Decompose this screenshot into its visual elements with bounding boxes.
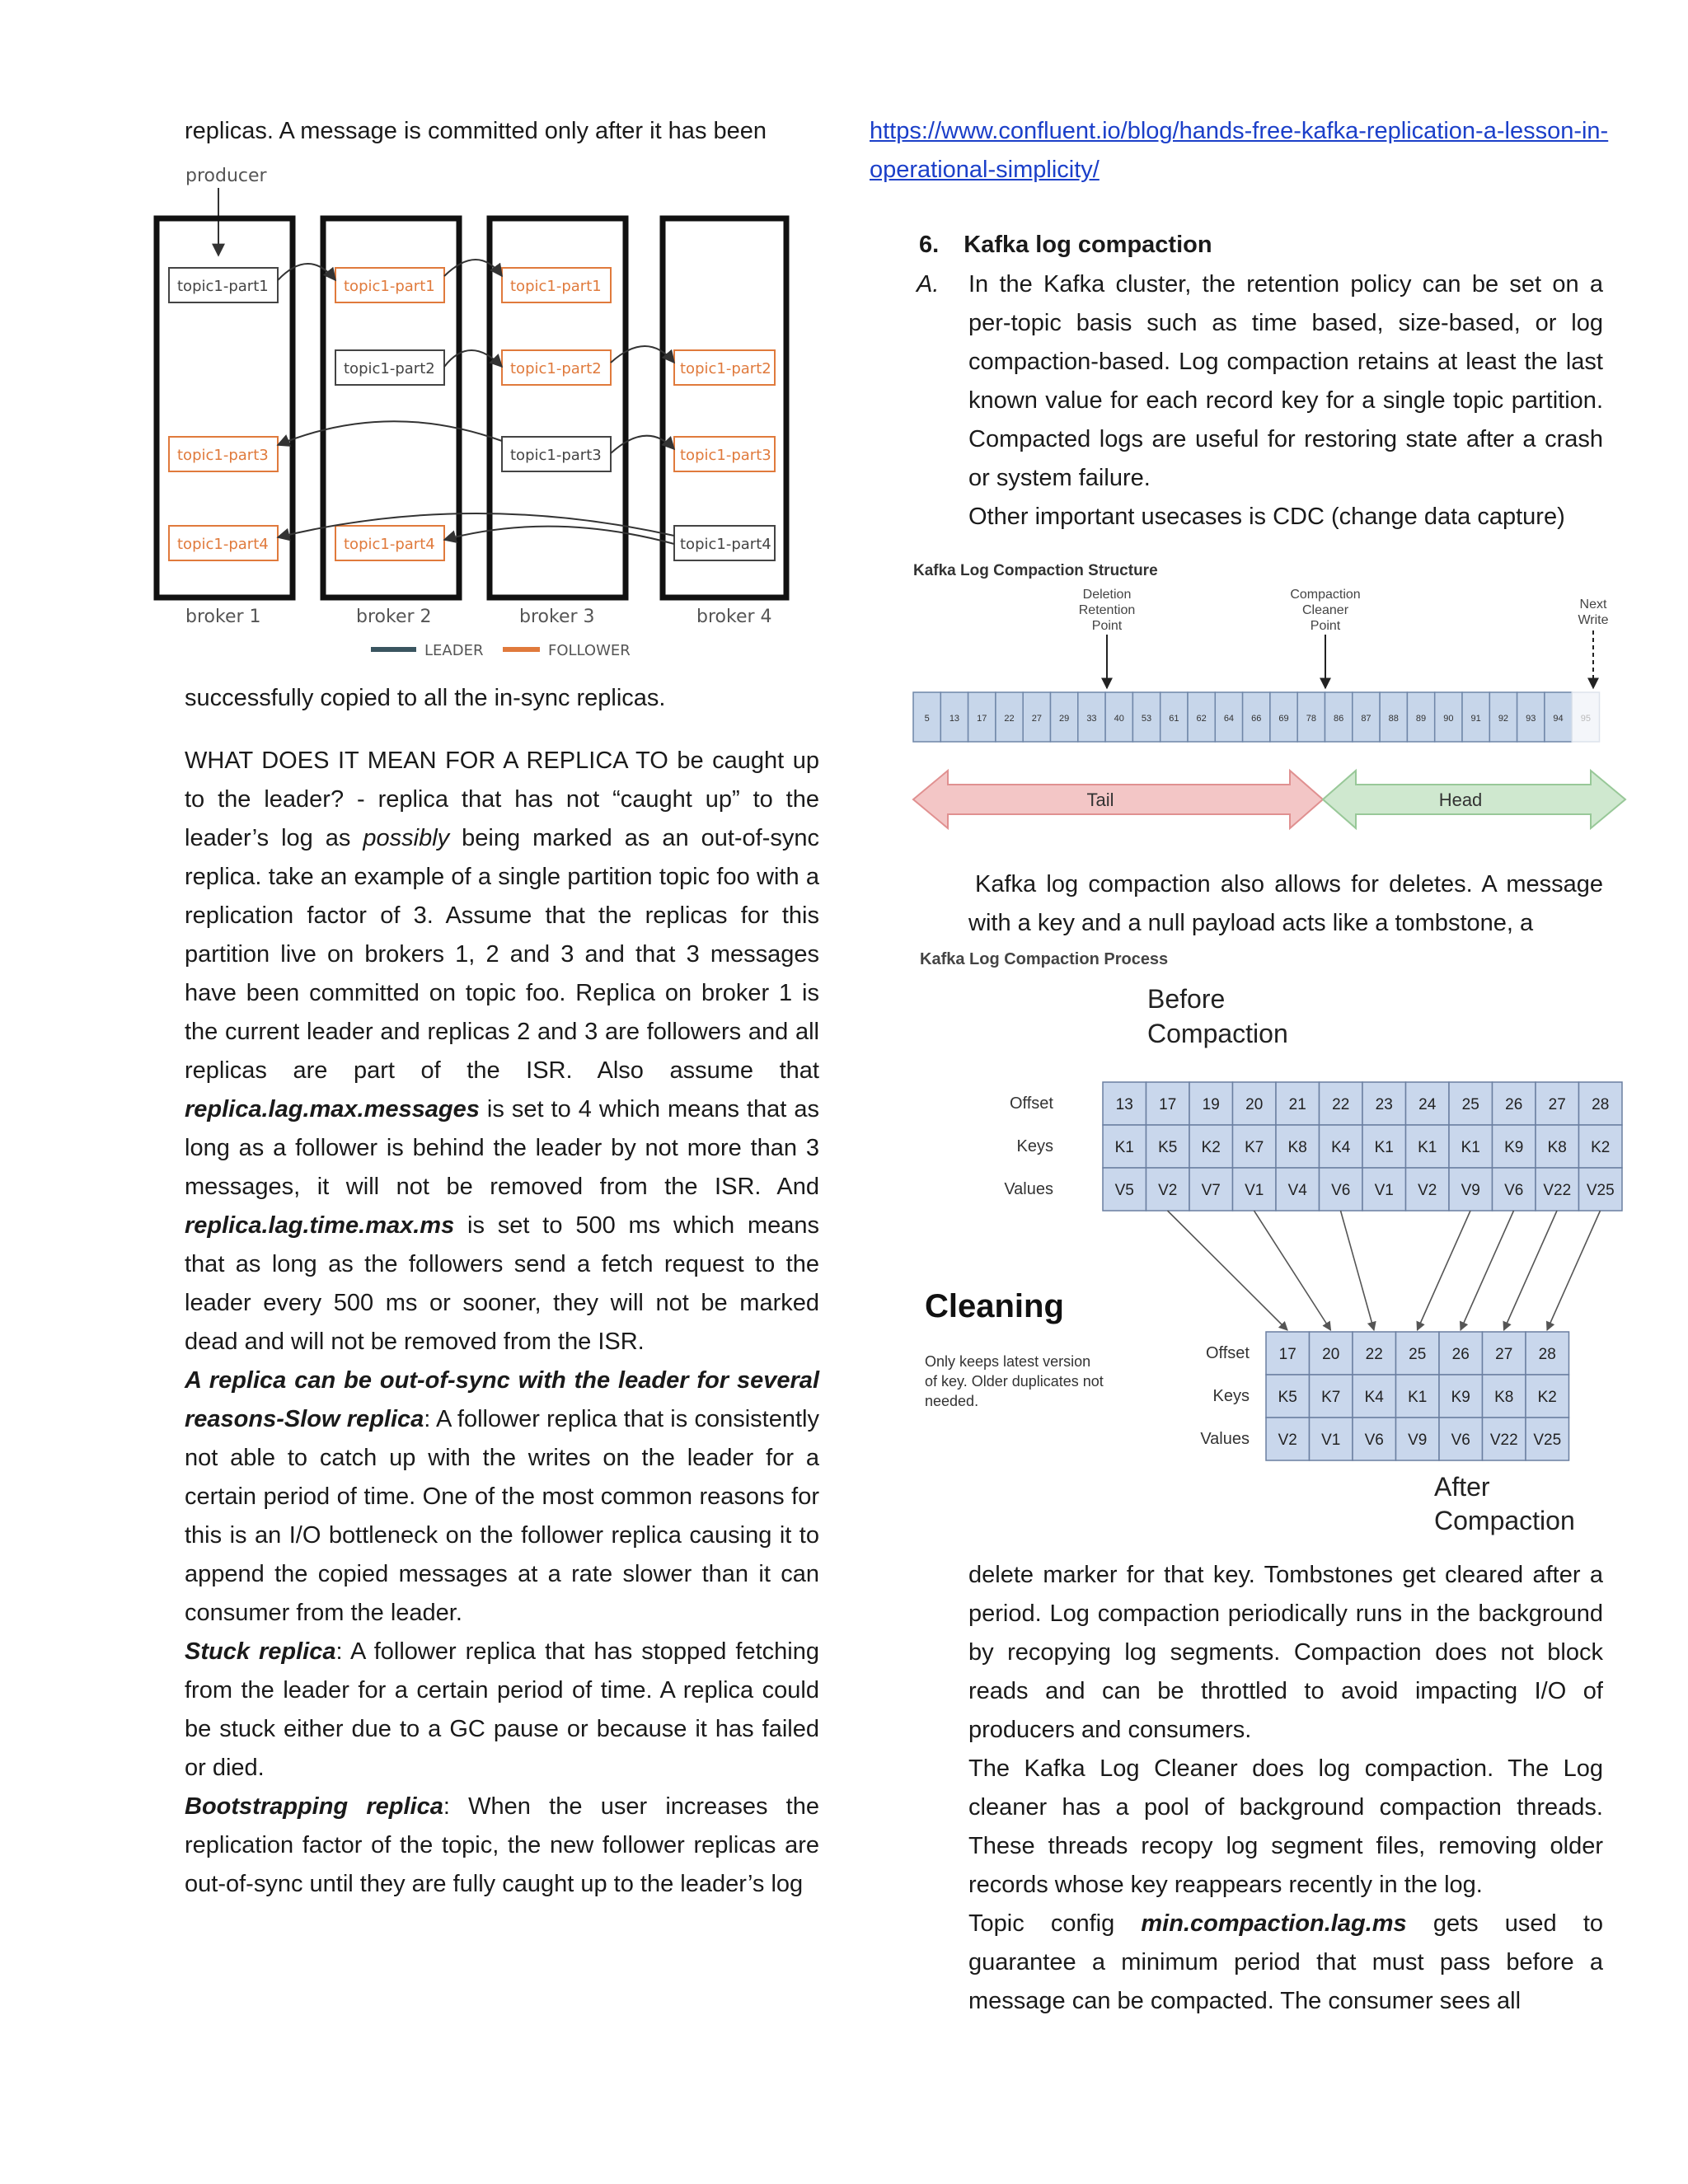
table-cell-value: K8: [1287, 1139, 1307, 1156]
section-6-heading: [919, 226, 1603, 265]
table-cell-value: 20: [1322, 1346, 1340, 1363]
offset-value: 90: [1443, 714, 1454, 724]
table-cell-value: V2: [1158, 1182, 1178, 1199]
text-log-cleaner: The Kafka Log Cleaner does log compaction. The Log cleaner has a pool of background compaction threads. These threads recopy log segment files, removing older records whose key reappears recently in the log.: [968, 1755, 1603, 1898]
row-label-keys: Keys: [1016, 1137, 1053, 1155]
compaction-arrow: [1461, 1211, 1514, 1330]
part-b2-p4: topic1-part4: [344, 536, 435, 553]
compaction-arrow: [1547, 1211, 1601, 1330]
tail-label: Tail: [1086, 790, 1114, 810]
paragraph-bootstrapping-replica: [185, 1788, 819, 1904]
table-cell-value: K1: [1418, 1139, 1437, 1156]
table-cell-value: 20: [1245, 1096, 1264, 1113]
part-b4-p3: topic1-part3: [680, 447, 771, 464]
table-cell-value: K9: [1504, 1139, 1524, 1156]
cleaner-line-3: Point: [1310, 619, 1341, 633]
table-cell-value: K1: [1374, 1139, 1394, 1156]
offset-value: 64: [1223, 714, 1235, 724]
compaction-arrow: [1504, 1211, 1558, 1330]
table-cell-value: V2: [1418, 1182, 1437, 1199]
table-cell-value: 19: [1202, 1096, 1220, 1113]
offset-value: 86: [1334, 714, 1344, 724]
deletion-line-1: Deletion: [1082, 588, 1132, 602]
offset-value: 40: [1114, 714, 1124, 724]
offset-value: 91: [1470, 714, 1481, 724]
section-title: Kafka log compaction: [964, 232, 1212, 258]
part-b1-p3: topic1-part3: [177, 447, 269, 464]
table-cell-value: K9: [1451, 1389, 1470, 1406]
table-cell-value: V1: [1374, 1182, 1394, 1199]
table-cell-value: V6: [1331, 1182, 1351, 1199]
log-compaction-process-figure: [915, 946, 1632, 1548]
text-stuck-replica: : A follower replica that has stopped fetching from the leader for a certain period of time. A replica could be stuck either due to a GC pause or because it has failed or died.: [185, 1638, 819, 1781]
cleaner-line-2: Cleaner: [1301, 603, 1349, 617]
item-a-marker: [917, 265, 958, 304]
cleaner-line-1: Compaction: [1290, 588, 1361, 602]
paragraph-stuck-replica: [185, 1633, 819, 1788]
table-cell-value: V25: [1533, 1432, 1562, 1449]
after-row-label-offset: Offset: [1206, 1344, 1250, 1362]
paragraph-topic-config: [968, 1905, 1603, 2021]
compaction-arrow: [1168, 1211, 1288, 1330]
legend-leader: LEADER: [424, 642, 484, 659]
heading-bootstrapping-replica: Bootstrapping replica: [185, 1793, 443, 1820]
table-cell-value: V6: [1364, 1432, 1384, 1449]
text-bootstrapping-replica: : When the user increases the replication factor of the topic, the new follower replicas are out-of-sync until they are fully caught up to the leader’s log: [185, 1793, 819, 1897]
table-cell-value: 21: [1288, 1096, 1306, 1113]
tail-arrow: [913, 771, 1323, 828]
structure-title: Kafka Log Compaction Structure: [913, 562, 1158, 579]
before-compaction-table: [1103, 1082, 1622, 1211]
offset-value: 95: [1580, 714, 1591, 724]
table-cell-value: K1: [1461, 1139, 1480, 1156]
text-topic-config: Topic config: [968, 1910, 1115, 1937]
offset-cells: [913, 692, 1600, 742]
paragraph-main-left: [185, 742, 819, 1904]
table-cell-value: V5: [1114, 1182, 1134, 1199]
part-b3-p2: topic1-part2: [510, 360, 602, 377]
cleaning-note-1: Only keeps latest version: [925, 1353, 1091, 1370]
process-title: Kafka Log Compaction Process: [920, 950, 1169, 968]
text-topic-config-rest: gets used to guarantee a minimum period that must pass before a message can be compacted. The consumer sees all: [968, 1910, 1604, 2014]
offset-value: 88: [1388, 714, 1399, 724]
table-cell-value: 27: [1495, 1346, 1513, 1363]
table-cell-value: V9: [1408, 1432, 1428, 1449]
text-retention-policy: In the Kafka cluster, the retention policy can be set on a per-topic basis such as time based, size-based, or log compaction-based. Log compaction retains at least the last known value for each record key for a single topic partition. Compacted logs are useful for restoring state after a crash or system failure.: [968, 271, 1603, 491]
table-cell-value: V22: [1543, 1182, 1572, 1199]
text-delete-marker: delete marker for that key. Tombstones get cleared after a period. Log compaction periodically runs in the background by recopying log segments. Compaction does not block reads and can be throttled to avoid impacting I/O of producers and consumers.: [968, 1562, 1603, 1743]
broker-3-label: broker 3: [519, 607, 595, 627]
next-line-1: Next: [1579, 598, 1607, 612]
table-cell-value: K2: [1537, 1389, 1557, 1406]
text-question-rest: being marked as an out-of-sync replica. take an example of a single partition topic foo with a replication factor of 3. Assume that the replicas for this partition live on brokers 1, 2 and 3 and that 3 messages have been committed on topic foo. Replica on broker 1 is the current leader and replicas 2 and 3 are followers and all replicas are part of the ISR. Also assume that: [185, 825, 820, 1084]
compaction-arrow: [1418, 1211, 1471, 1330]
broker-4-label: broker 4: [696, 607, 772, 627]
table-cell-value: K2: [1201, 1139, 1221, 1156]
compaction-arrow: [1254, 1211, 1331, 1330]
table-cell-value: K8: [1547, 1139, 1567, 1156]
offset-value: 22: [1004, 714, 1015, 724]
table-cell-value: K4: [1331, 1139, 1351, 1156]
table-cell-value: K8: [1494, 1389, 1514, 1406]
offset-value: 94: [1553, 714, 1564, 724]
table-cell-value: 22: [1332, 1096, 1350, 1113]
table-cell-value: 28: [1592, 1096, 1610, 1113]
table-cell-value: V6: [1451, 1432, 1470, 1449]
table-cell-value: 25: [1409, 1346, 1427, 1363]
deletion-line-2: Retention: [1078, 603, 1136, 617]
table-cell-value: 22: [1365, 1346, 1383, 1363]
config-replica-lag-time-max-ms: replica.lag.time.max.ms: [185, 1212, 455, 1239]
part-b3-p3: topic1-part3: [510, 447, 602, 464]
table-cell-value: K7: [1321, 1389, 1341, 1406]
text-question: WHAT DOES IT MEAN FOR A REPLICA TO be caught up to the leader? - replica that has not “caught up” to the leader’s log as: [185, 748, 819, 851]
table-cell-value: 27: [1548, 1096, 1566, 1113]
head-label: Head: [1438, 790, 1483, 810]
row-label-offset: Offset: [1010, 1094, 1053, 1113]
heading-slow-replica: A replica can be out-of-sync with the leader for several reasons-Slow replica: [185, 1367, 819, 1432]
part-b3-p1: topic1-part1: [510, 278, 602, 295]
offset-value: 89: [1415, 714, 1427, 724]
table-cell-value: 17: [1278, 1346, 1296, 1363]
table-cell-value: 23: [1375, 1096, 1393, 1113]
offset-value: 5: [924, 714, 930, 724]
paragraph-retention: [968, 265, 1603, 537]
table-cell-value: V4: [1287, 1182, 1307, 1199]
section-number: 6.: [919, 232, 940, 258]
offset-value: 69: [1278, 714, 1289, 724]
after-line-1: After: [1434, 1472, 1490, 1502]
table-cell-value: K4: [1364, 1389, 1384, 1406]
part-b2-p1: topic1-part1: [344, 278, 435, 295]
table-cell-value: 26: [1451, 1346, 1470, 1363]
after-line-2: Compaction: [1434, 1506, 1575, 1535]
offset-value: 66: [1251, 714, 1262, 724]
offset-value: 27: [1031, 714, 1042, 724]
text-tombstone: Kafka log compaction also allows for deletes. A message with a key and a null payload acts like a tombstone, a: [968, 871, 1603, 936]
table-cell-value: V9: [1461, 1182, 1480, 1199]
reference-link-block: [870, 112, 1611, 190]
offset-value: 62: [1196, 714, 1207, 724]
config-replica-lag-max-messages: replica.lag.max.messages: [185, 1096, 480, 1122]
paragraph-replicas-top: [185, 112, 819, 151]
table-cell-value: K2: [1591, 1139, 1611, 1156]
part-b1-p4: topic1-part4: [177, 536, 269, 553]
table-cell-value: V6: [1504, 1182, 1524, 1199]
offset-value: 61: [1169, 714, 1179, 724]
after-row-label-values: Values: [1200, 1430, 1250, 1448]
offset-value: 92: [1498, 714, 1509, 724]
text-possibly: possibly: [363, 825, 450, 851]
text-usecases: Other important usecases is CDC (change data capture): [968, 504, 1565, 530]
table-cell-value: 28: [1538, 1346, 1556, 1363]
row-label-values: Values: [1004, 1180, 1053, 1198]
table-cell-value: V7: [1201, 1182, 1221, 1199]
broker-2-label: broker 2: [356, 607, 432, 627]
table-cell-value: V22: [1489, 1432, 1518, 1449]
compaction-arrow: [1341, 1211, 1375, 1330]
table-cell-value: V1: [1321, 1432, 1341, 1449]
before-line-2: Compaction: [1147, 1019, 1288, 1048]
part-b4-p4: topic1-part4: [680, 536, 771, 553]
compaction-arrows: [1168, 1211, 1601, 1330]
config-min-compaction-lag-ms: min.compaction.lag.ms: [1141, 1910, 1407, 1937]
table-cell-value: V1: [1245, 1182, 1264, 1199]
cleaning-label: Cleaning: [925, 1288, 1064, 1324]
broker-1-label: broker 1: [185, 607, 261, 627]
paragraph-tombstone: [968, 865, 1603, 943]
after-compaction-table: [1266, 1332, 1569, 1460]
paragraph-in-sync: [185, 679, 819, 718]
table-cell-value: 13: [1115, 1096, 1133, 1113]
table-cell-value: K5: [1278, 1389, 1297, 1406]
part-b2-p2: topic1-part2: [344, 360, 435, 377]
before-line-1: Before: [1147, 984, 1226, 1014]
table-cell-value: V2: [1278, 1432, 1297, 1449]
part-b4-p2: topic1-part2: [680, 360, 771, 377]
table-cell-value: K1: [1408, 1389, 1428, 1406]
text-replicas-committed: replicas. A message is committed only after it has been: [185, 118, 767, 144]
cleaning-note-3: needed.: [925, 1393, 979, 1409]
table-cell-value: 26: [1505, 1096, 1523, 1113]
table-cell-value: V25: [1586, 1182, 1615, 1199]
deletion-line-3: Point: [1091, 619, 1123, 633]
offset-value: 87: [1361, 714, 1372, 724]
table-cell-value: 24: [1418, 1096, 1437, 1113]
offset-value: 93: [1526, 714, 1536, 724]
log-compaction-structure-figure: [907, 552, 1632, 841]
offset-value: 78: [1306, 714, 1316, 724]
offset-value: 33: [1086, 714, 1097, 724]
table-cell-value: K7: [1245, 1139, 1264, 1156]
offset-value: 17: [977, 714, 987, 724]
broker-3-box: [490, 218, 626, 598]
after-row-label-keys: Keys: [1212, 1387, 1250, 1405]
part-b1-p1: topic1-part1: [177, 278, 269, 295]
table-cell-value: K5: [1158, 1139, 1178, 1156]
table-cell-value: K1: [1114, 1139, 1134, 1156]
table-cell-value: 17: [1159, 1096, 1177, 1113]
replication-figure: [140, 157, 791, 668]
item-a-label: A.: [917, 271, 940, 298]
text-successfully-copied: successfully copied to all the in-sync replicas.: [185, 685, 666, 711]
text-slow-replica: : A follower replica that is consistently not able to catch up with the writes on the leader for a certain period of time. One of the most common reasons for this is an I/O bottleneck on the follower replica causing it to append the copied messages at a rate slower than it can consumer from the leader.: [185, 1406, 819, 1626]
offset-value: 13: [949, 714, 960, 724]
paragraph-caught-up: [185, 742, 819, 1361]
confluent-blog-link[interactable]: https://www.confluent.io/blog/hands-free-kafka-replication-a-lesson-in-operational-simplicity/: [870, 118, 1609, 183]
heading-stuck-replica: Stuck replica: [185, 1638, 336, 1665]
paragraph-right-bottom: [968, 1556, 1603, 2021]
text-cfg1-rest: is set to 4 which means that as long as a follower is behind the leader by not more than 3 messages, it will not be removed from the ISR. And: [185, 1096, 819, 1200]
offset-value: 53: [1141, 714, 1152, 724]
text-cfg2-rest: is set to 500 ms which means that as long as the followers send a fetch request to the leader every 500 ms or sooner, they will not be marked dead and will not be removed from the ISR.: [185, 1212, 819, 1355]
offset-value: 29: [1059, 714, 1070, 724]
legend-follower: FOLLOWER: [548, 642, 631, 659]
producer-label: producer: [185, 166, 267, 186]
next-line-2: Write: [1578, 613, 1609, 627]
cleaning-note-2: of key. Older duplicates not: [925, 1373, 1104, 1390]
paragraph-slow-replica: [185, 1361, 819, 1633]
table-cell-value: 25: [1461, 1096, 1479, 1113]
